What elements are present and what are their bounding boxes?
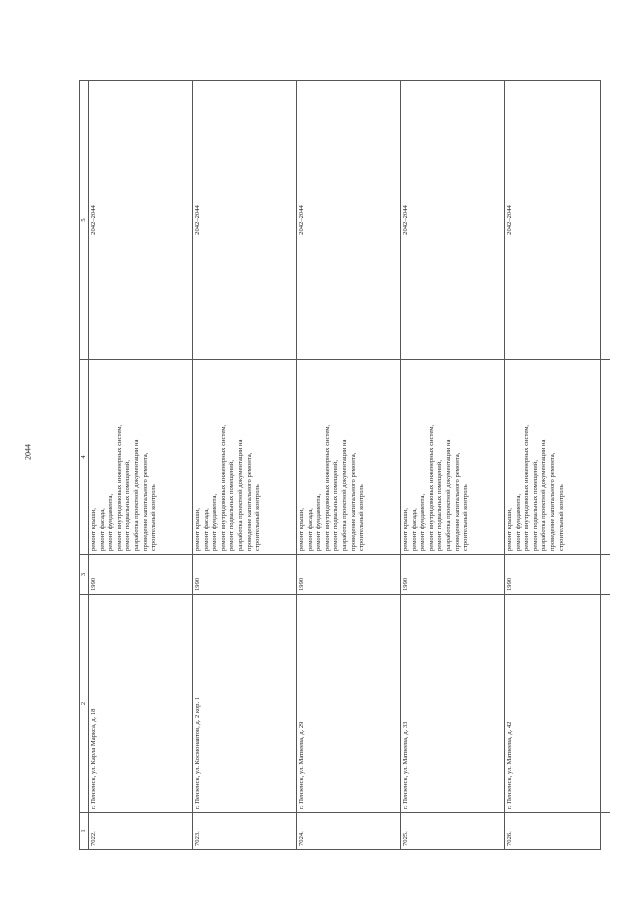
work-item: проведение капитального ремонта,	[548, 452, 556, 551]
column-number-1: 1	[80, 812, 88, 849]
work-item: ремонт крыши,	[506, 508, 513, 551]
work-item: ремонт фундамента,	[514, 493, 522, 551]
year-cell: 1990	[505, 554, 610, 594]
work-item: проведение капитального ремонта,	[245, 452, 253, 551]
work-item: разработка проектной документации на	[236, 439, 244, 551]
work-item: разработка проектной документации на	[340, 439, 348, 551]
work-item: ремонт фасада,	[202, 508, 210, 551]
table-row	[193, 81, 297, 849]
period-cell: 2042–2044	[298, 205, 305, 235]
work-item: проведение капитального ремонта,	[453, 452, 461, 551]
work-item: ремонт фасада,	[410, 508, 418, 551]
work-item: проведение капитального ремонта,	[141, 452, 149, 551]
table-row	[401, 81, 505, 849]
work-item: ремонт фундамента,	[315, 493, 323, 551]
address-cell: г. Пензенск, ул. Матвеева, д. 42	[505, 594, 610, 812]
works-cell	[401, 359, 504, 554]
work-item: строительный контроль	[557, 484, 565, 551]
work-item: разработка проектной документации на	[444, 439, 452, 551]
work-item: проведение капитального ремонта,	[349, 452, 357, 551]
address-cell: г. Пензенск, ул. Матвеева, д. 33	[401, 594, 504, 812]
column-number-4: 4	[80, 359, 88, 554]
work-item: ремонт крыши,	[298, 508, 305, 551]
year-cell: 1990	[89, 554, 192, 594]
year-cell: 1990	[297, 554, 400, 594]
works-cell	[89, 359, 192, 554]
address-cell: г. Пензенск, ул. Космонавтов, д. 2 кор. 1	[193, 594, 296, 812]
column-number-5: 5	[80, 218, 87, 222]
work-item: строительный контроль	[150, 484, 158, 551]
work-item: разработка проектной документации на	[132, 439, 140, 551]
row-number: 7023.	[193, 812, 296, 849]
period-cell: 2042–2044	[194, 205, 201, 235]
work-item: строительный контроль	[462, 484, 470, 551]
row-number: 7025.	[401, 812, 504, 849]
work-item: ремонт внутридомовых инженерных систем,	[323, 424, 331, 551]
works-cell	[505, 359, 610, 554]
work-item: разработка проектной документации на	[540, 439, 548, 551]
period-cell: 2042–2044	[90, 205, 97, 235]
work-item: ремонт подвальных помещений,	[531, 460, 539, 551]
period-cell: 2042–2044	[402, 205, 409, 235]
table-row	[505, 81, 610, 849]
column-number-3: 3	[80, 554, 88, 594]
work-item: ремонт внутридомовых инженерных систем,	[219, 424, 227, 551]
page-number-text: 2044	[23, 444, 33, 460]
works-cell	[193, 359, 296, 554]
address-cell: г. Пензенск, ул. Матвеева, д. 29	[297, 594, 400, 812]
column-number-2: 2	[80, 594, 88, 812]
table-row	[297, 81, 401, 849]
work-item: ремонт подвальных помещений,	[124, 460, 132, 551]
work-item: строительный контроль	[358, 484, 366, 551]
work-item: ремонт фундамента,	[419, 493, 427, 551]
year-cell: 1990	[193, 554, 296, 594]
work-item: ремонт крыши,	[402, 508, 409, 551]
column-number-header	[80, 81, 89, 849]
work-item: ремонт крыши,	[194, 508, 201, 551]
work-item: строительный контроль	[254, 484, 262, 551]
row-number: 7024.	[297, 812, 400, 849]
work-item: ремонт фасада,	[98, 508, 106, 551]
work-item: ремонт фундамента,	[211, 493, 219, 551]
work-item: ремонт подвальных помещений,	[436, 460, 444, 551]
works-cell	[297, 359, 400, 554]
work-item: ремонт фасада,	[306, 508, 314, 551]
address-cell: г. Пензенск, ул. Карла Маркса, д. 18	[89, 594, 192, 812]
row-number: 7026.	[505, 812, 610, 849]
work-item: ремонт подвальных помещений,	[332, 460, 340, 551]
work-item: ремонт внутридомовых инженерных систем,	[115, 424, 123, 551]
work-item: ремонт внутридомовых инженерных систем,	[427, 424, 435, 551]
period-cell: 2042–2044	[506, 205, 513, 235]
work-item: ремонт фундамента,	[107, 493, 115, 551]
work-item: ремонт внутридомовых инженерных систем,	[523, 424, 531, 551]
year-cell: 1990	[401, 554, 504, 594]
table-row	[89, 81, 193, 849]
repair-schedule-table	[79, 80, 601, 850]
work-item: ремонт крыши,	[90, 508, 97, 551]
work-item: ремонт подвальных помещений,	[228, 460, 236, 551]
row-number: 7022.	[89, 812, 192, 849]
